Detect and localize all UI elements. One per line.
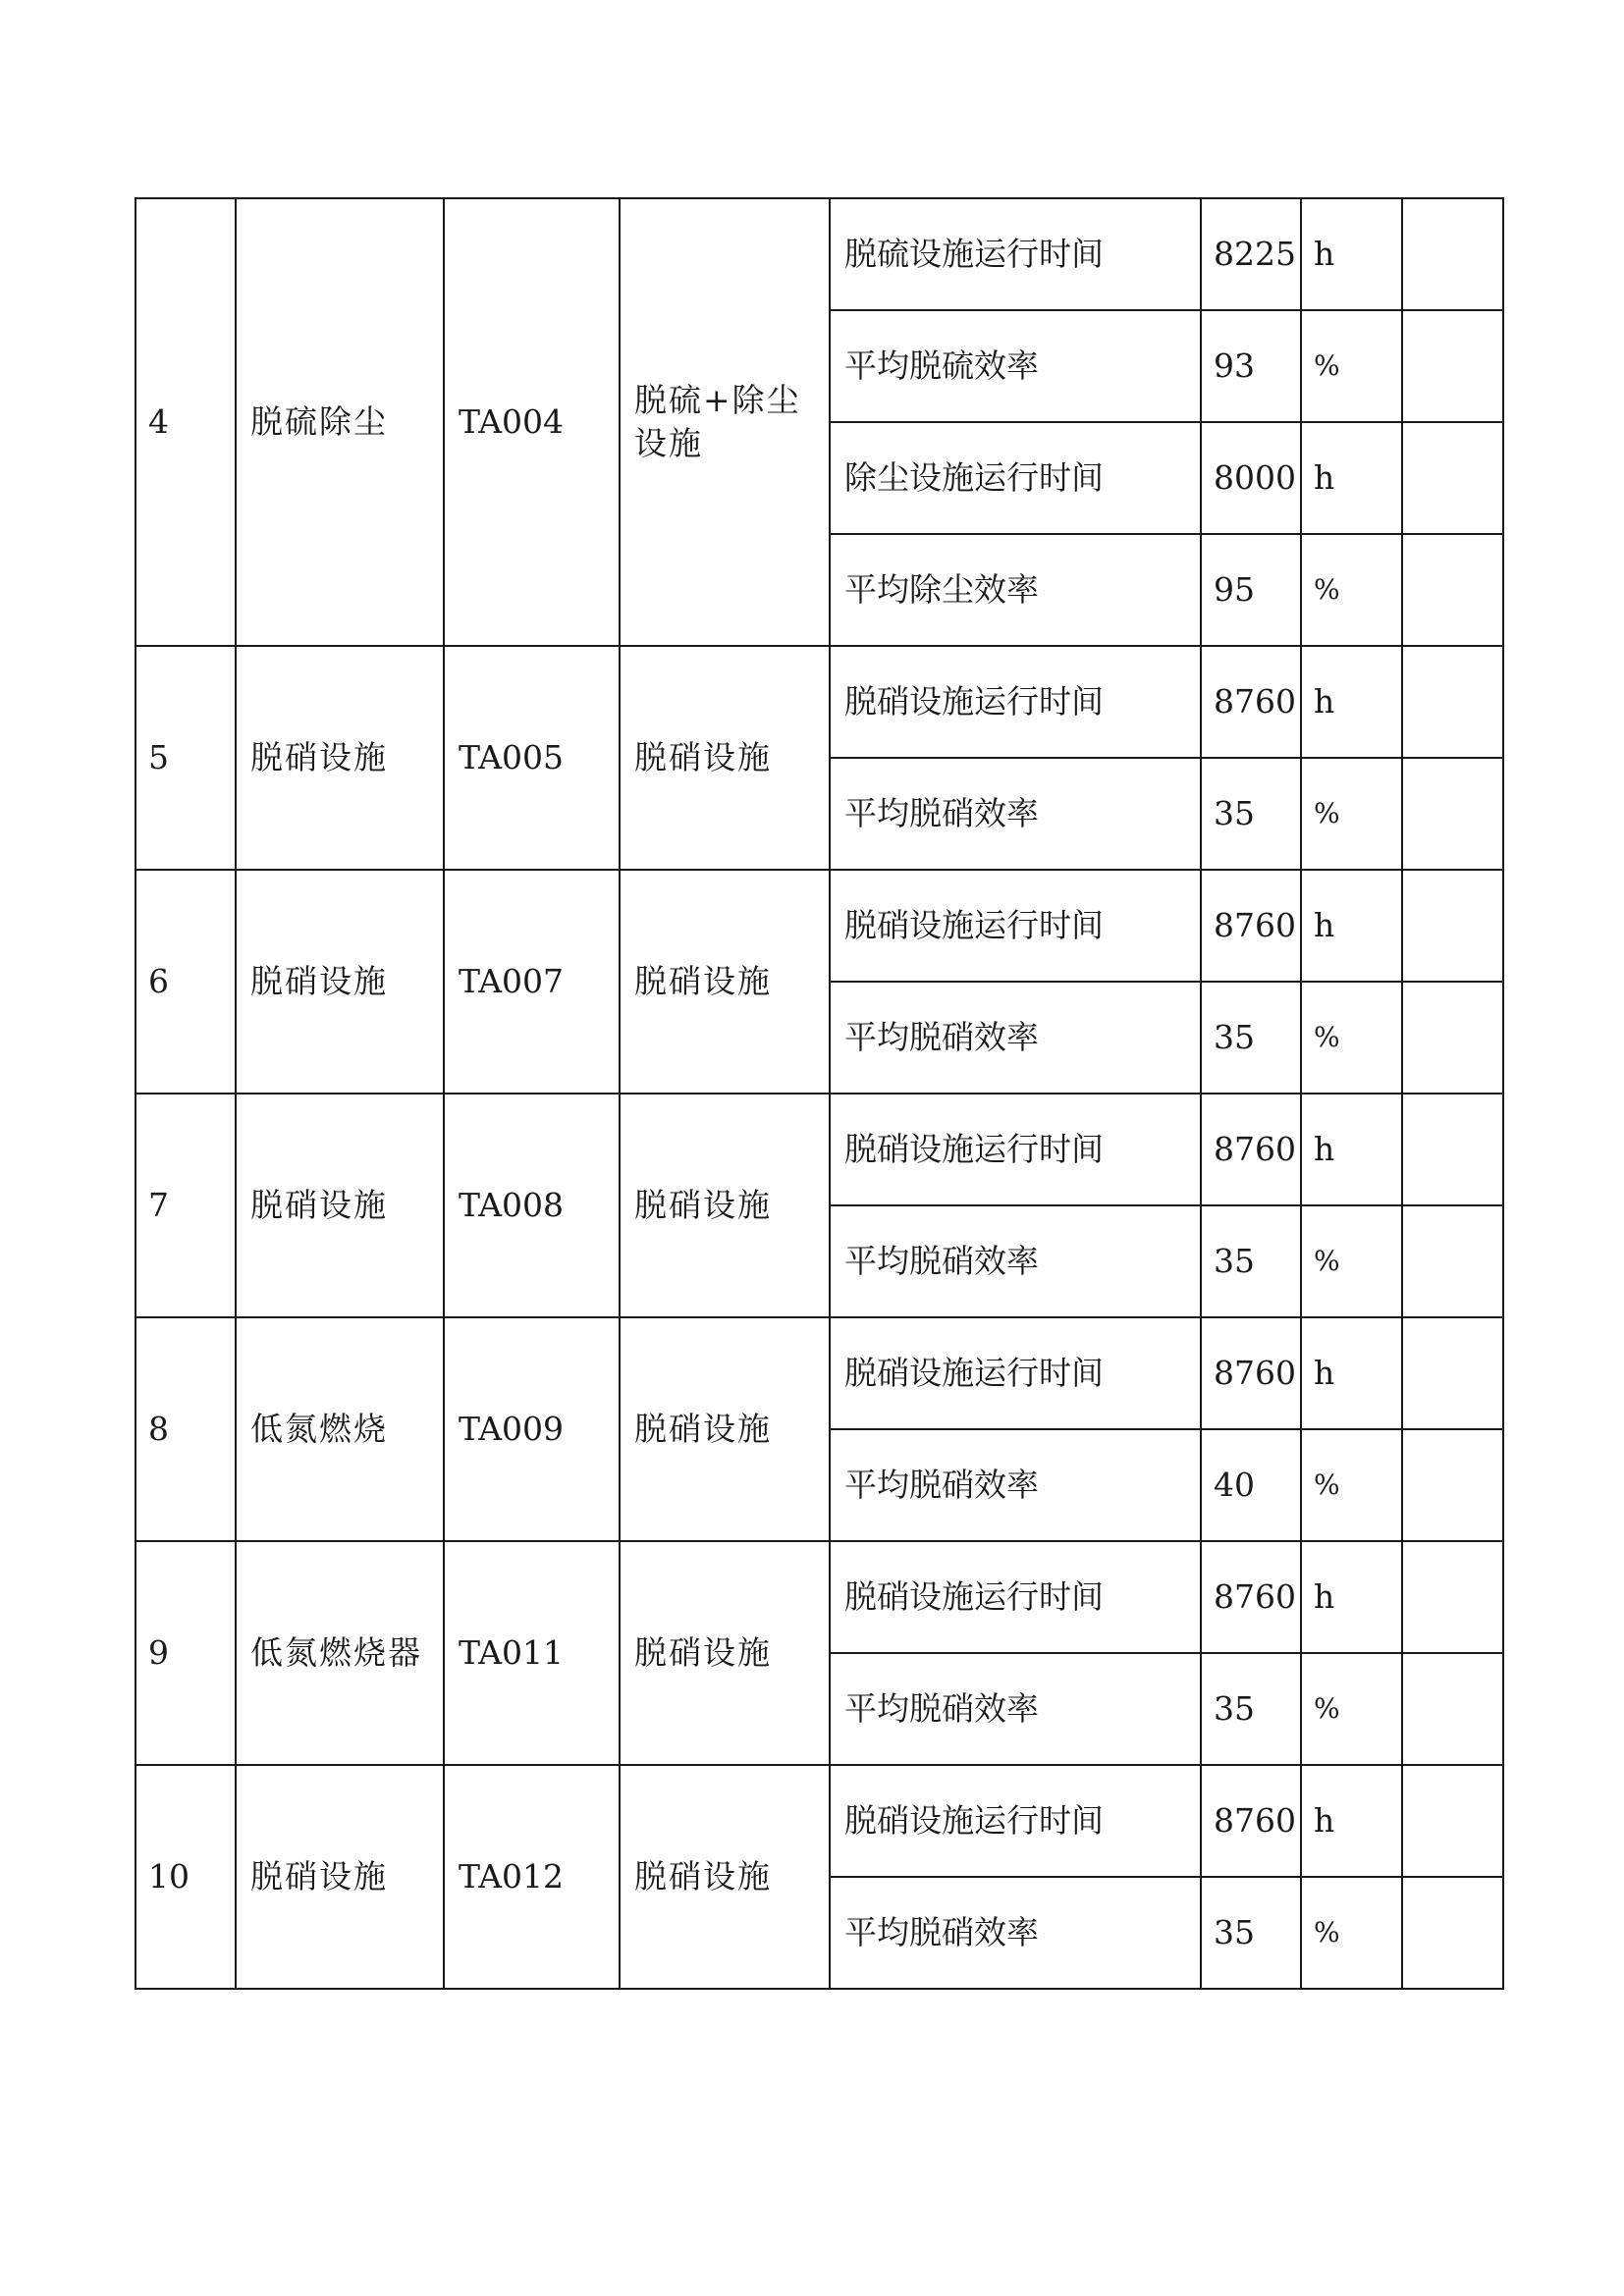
parameter-value-cell: 8225 (1201, 198, 1301, 310)
table-row (135, 1094, 1503, 1205)
facility-type-cell: 脱硫+除尘设施 (620, 198, 830, 646)
parameter-note-cell (1402, 758, 1503, 870)
parameter-note-cell (1402, 646, 1503, 758)
facility-code-cell: TA012 (444, 1765, 620, 1989)
parameter-label-cell: 脱硝设施运行时间 (830, 870, 1201, 982)
facility-type-cell: 脱硝设施 (620, 870, 830, 1094)
parameter-note-cell (1402, 1653, 1503, 1765)
parameter-value-cell: 8760 (1201, 1094, 1301, 1205)
parameter-label-cell: 脱硝设施运行时间 (830, 1317, 1201, 1429)
parameter-value-cell: 40 (1201, 1429, 1301, 1541)
parameter-value-cell: 8760 (1201, 1541, 1301, 1653)
parameter-note-cell (1402, 1429, 1503, 1541)
parameter-note-cell (1402, 534, 1503, 646)
parameter-unit-cell: h (1301, 870, 1402, 982)
parameter-value-cell: 8760 (1201, 1765, 1301, 1877)
parameter-unit-cell: h (1301, 1317, 1402, 1429)
parameter-note-cell (1402, 198, 1503, 310)
parameter-unit-cell: % (1301, 1429, 1402, 1541)
table-row (135, 198, 1503, 310)
parameter-unit-cell: % (1301, 310, 1402, 422)
facility-type-cell: 脱硝设施 (620, 646, 830, 870)
facility-name-cell: 低氮燃烧器 (236, 1541, 444, 1765)
parameter-unit-cell: h (1301, 198, 1402, 310)
parameter-label-cell: 平均脱硝效率 (830, 1429, 1201, 1541)
facility-code-cell: TA005 (444, 646, 620, 870)
parameter-label-cell: 平均脱硝效率 (830, 982, 1201, 1094)
row-number-cell: 9 (135, 1541, 236, 1765)
parameter-note-cell (1402, 870, 1503, 982)
facility-name-cell: 脱硝设施 (236, 646, 444, 870)
parameter-label-cell: 除尘设施运行时间 (830, 422, 1201, 534)
parameter-note-cell (1402, 1541, 1503, 1653)
parameter-note-cell (1402, 310, 1503, 422)
facility-parameter-table (135, 197, 1504, 1990)
facility-name-cell: 脱硝设施 (236, 1765, 444, 1989)
facility-name-cell: 脱硫除尘 (236, 198, 444, 646)
table-row (135, 1541, 1503, 1653)
facility-type-cell: 脱硝设施 (620, 1317, 830, 1541)
facility-code-cell: TA009 (444, 1317, 620, 1541)
parameter-note-cell (1402, 982, 1503, 1094)
table-row (135, 646, 1503, 758)
table-body (135, 198, 1503, 1989)
parameter-value-cell: 8760 (1201, 870, 1301, 982)
facility-type-cell: 脱硝设施 (620, 1765, 830, 1989)
parameter-label-cell: 平均脱硝效率 (830, 758, 1201, 870)
parameter-note-cell (1402, 1205, 1503, 1317)
parameter-value-cell: 8760 (1201, 1317, 1301, 1429)
parameter-unit-cell: % (1301, 758, 1402, 870)
parameter-unit-cell: h (1301, 1765, 1402, 1877)
parameter-label-cell: 脱硫设施运行时间 (830, 198, 1201, 310)
parameter-unit-cell: h (1301, 422, 1402, 534)
parameter-value-cell: 8000 (1201, 422, 1301, 534)
facility-name-cell: 脱硝设施 (236, 870, 444, 1094)
row-number-cell: 4 (135, 198, 236, 646)
parameter-unit-cell: % (1301, 1877, 1402, 1989)
parameter-note-cell (1402, 1877, 1503, 1989)
parameter-value-cell: 8760 (1201, 646, 1301, 758)
parameter-label-cell: 平均脱硝效率 (830, 1877, 1201, 1989)
parameter-label-cell: 平均除尘效率 (830, 534, 1201, 646)
parameter-value-cell: 93 (1201, 310, 1301, 422)
parameter-value-cell: 35 (1201, 758, 1301, 870)
parameter-unit-cell: % (1301, 1205, 1402, 1317)
facility-code-cell: TA004 (444, 198, 620, 646)
facility-code-cell: TA008 (444, 1094, 620, 1317)
parameter-unit-cell: % (1301, 982, 1402, 1094)
parameter-note-cell (1402, 422, 1503, 534)
parameter-label-cell: 平均脱硫效率 (830, 310, 1201, 422)
facility-code-cell: TA011 (444, 1541, 620, 1765)
facility-name-cell: 低氮燃烧 (236, 1317, 444, 1541)
parameter-note-cell (1402, 1094, 1503, 1205)
row-number-cell: 7 (135, 1094, 236, 1317)
parameter-label-cell: 平均脱硝效率 (830, 1653, 1201, 1765)
parameter-value-cell: 35 (1201, 982, 1301, 1094)
facility-type-cell: 脱硝设施 (620, 1541, 830, 1765)
parameter-unit-cell: % (1301, 1653, 1402, 1765)
row-number-cell: 8 (135, 1317, 236, 1541)
table-row (135, 1765, 1503, 1877)
parameter-unit-cell: % (1301, 534, 1402, 646)
row-number-cell: 10 (135, 1765, 236, 1989)
parameter-label-cell: 脱硝设施运行时间 (830, 646, 1201, 758)
parameter-unit-cell: h (1301, 646, 1402, 758)
parameter-label-cell: 脱硝设施运行时间 (830, 1765, 1201, 1877)
parameter-label-cell: 平均脱硝效率 (830, 1205, 1201, 1317)
row-number-cell: 6 (135, 870, 236, 1094)
facility-type-cell: 脱硝设施 (620, 1094, 830, 1317)
parameter-unit-cell: h (1301, 1541, 1402, 1653)
facility-name-cell: 脱硝设施 (236, 1094, 444, 1317)
parameter-value-cell: 95 (1201, 534, 1301, 646)
facility-code-cell: TA007 (444, 870, 620, 1094)
parameter-value-cell: 35 (1201, 1653, 1301, 1765)
parameter-label-cell: 脱硝设施运行时间 (830, 1541, 1201, 1653)
parameter-value-cell: 35 (1201, 1205, 1301, 1317)
row-number-cell: 5 (135, 646, 236, 870)
parameter-value-cell: 35 (1201, 1877, 1301, 1989)
parameter-label-cell: 脱硝设施运行时间 (830, 1094, 1201, 1205)
table-row (135, 1317, 1503, 1429)
parameter-note-cell (1402, 1765, 1503, 1877)
parameter-note-cell (1402, 1317, 1503, 1429)
table-row (135, 870, 1503, 982)
parameter-unit-cell: h (1301, 1094, 1402, 1205)
